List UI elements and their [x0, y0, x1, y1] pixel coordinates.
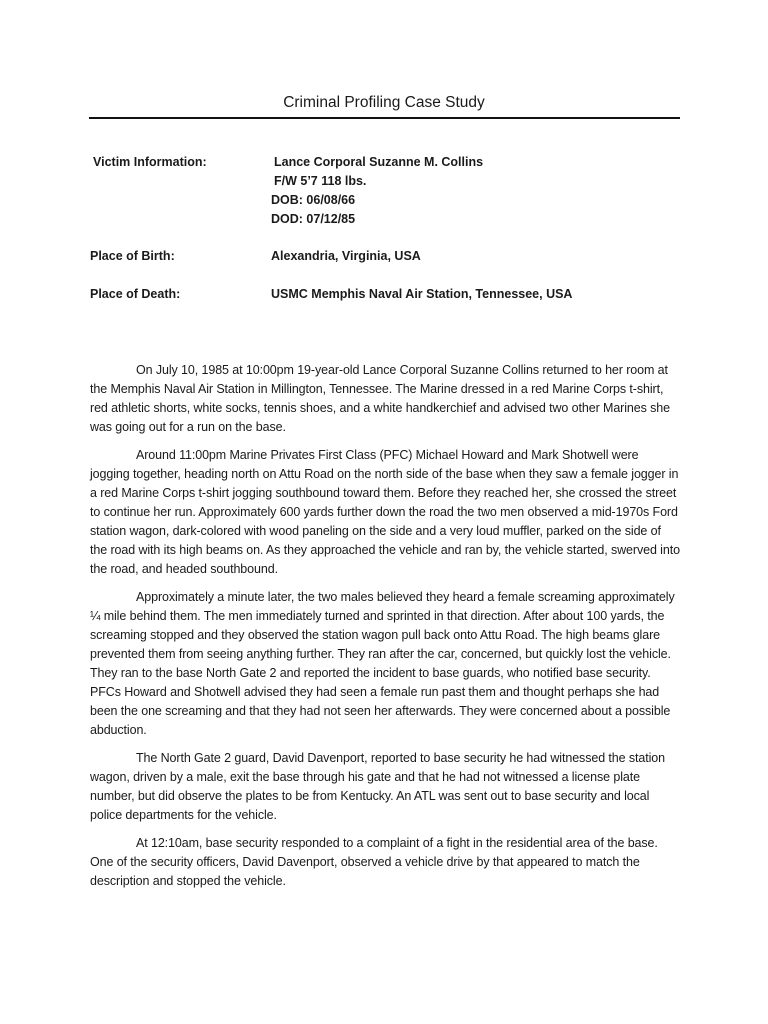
victim-description: F/W 5’7 118 lbs.: [274, 174, 367, 188]
victim-info-label: Victim Information:: [93, 155, 207, 169]
case-narrative: [90, 361, 680, 900]
narrative-paragraph: On July 10, 1985 at 10:00pm 19-year-old Lance Corporal Suzanne Collins returned to her room at the Memphis Naval Air Station in Millington, Tennessee. The Marine dressed in a red Marine Corps t-shirt, red athletic shorts, white socks, tennis shoes, and a white handkerchief and advised two other Marines she was going out for a run on the base.: [90, 363, 671, 434]
narrative-paragraph: Around 11:00pm Marine Privates First Class (PFC) Michael Howard and Mark Shotwell were jogging together, heading north on Attu Road on the north side of the base when they saw a female jogger in a red Marine Corps t-shirt jogging southbound toward them. Before they reached her, she crossed the street to continue her run. Approximately 600 yards further down the road the two men observed a mid-1970s Ford station wagon, dark-colored with wood paneling on the side and a very loud muffler, parked on the side of the road with its high beams on. As they approached the vehicle and ran by, the vehicle started, swerved into the road, and headed southbound.: [90, 448, 680, 576]
title-divider: [89, 117, 680, 119]
narrative-paragraph: Approximately a minute later, the two males believed they heard a female screaming approximately ¼ mile behind them. The men immediately turned and sprinted in that direction. After about 100 yards, the screaming stopped and they observed the station wagon pull back onto Attu Road. The high beams glare prevented them from seeing anything further. They ran after the car, concerned, but quickly lost the vehicle. They ran to the base North Gate 2 and reported the incident to base guards, who notified base security. PFCs Howard and Shotwell advised they had seen a female run past them and thought perhaps she had been the one screaming and that they had not seen her afterwards. They were concerned about a possible abduction.: [90, 590, 675, 737]
narrative-paragraph: At 12:10am, base security responded to a complaint of a fight in the residential area of the base. One of the security officers, David Davenport, observed a vehicle drive by that appeared to match the description and stopped the vehicle.: [90, 836, 658, 888]
victim-dod: DOD: 07/12/85: [271, 212, 356, 226]
place-of-death-label: Place of Death:: [90, 287, 181, 301]
victim-dob: DOB: 06/08/66: [271, 193, 356, 207]
narrative-paragraph: The North Gate 2 guard, David Davenport, reported to base security he had witnessed the station wagon, driven by a male, exit the base through his gate and that he had not witnessed a license plate number, but did observe the plates to be from Kentucky. An ATL was sent out to base security and local police departments for the vehicle.: [90, 751, 666, 822]
place-of-death-value: USMC Memphis Naval Air Station, Tennessee, USA: [271, 287, 573, 301]
place-of-birth-label: Place of Birth:: [90, 249, 175, 263]
victim-name: Lance Corporal Suzanne M. Collins: [274, 155, 484, 169]
document-title: Criminal Profiling Case Study: [283, 94, 485, 111]
place-of-birth-value: Alexandria, Virginia, USA: [271, 249, 421, 263]
